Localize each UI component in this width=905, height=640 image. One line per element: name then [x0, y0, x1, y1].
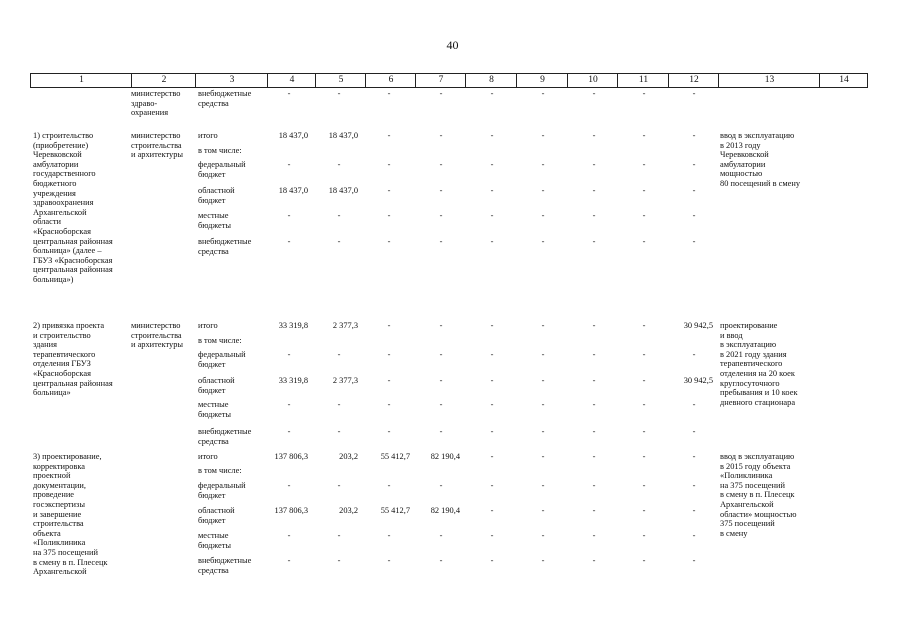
measure-name: центральная районная: [33, 378, 113, 388]
measure-name: в смену в п. Плесецк: [33, 557, 108, 567]
measure-name: «Поликлиника: [33, 538, 86, 548]
funding-source: внебюджетные: [198, 427, 252, 436]
expected-result: и ввод: [720, 330, 743, 340]
empty-value-dash: -: [287, 481, 291, 490]
measure-name: документации,: [33, 480, 86, 490]
measure-name: больница»): [33, 275, 74, 284]
amount-cell: 18 437,0: [328, 131, 358, 140]
empty-value-dash: -: [541, 160, 545, 169]
empty-value-dash: -: [692, 506, 696, 515]
expected-result: в смену: [720, 528, 748, 538]
empty-value-dash: -: [337, 556, 341, 565]
empty-value-dash: -: [541, 556, 545, 565]
funding-source: местные: [198, 400, 229, 409]
amount-cell: 2 377,3: [332, 376, 358, 385]
expected-result: пребывания и 10 коек: [720, 388, 798, 398]
empty-value-dash: -: [287, 350, 291, 359]
funding-source: внебюджетные: [198, 556, 252, 565]
measure-name: «Красноборская: [33, 227, 91, 236]
empty-value-dash: -: [490, 376, 494, 385]
funding-source: местные: [198, 531, 229, 540]
empty-value-dash: -: [387, 400, 391, 409]
empty-value-dash: -: [337, 237, 341, 246]
header-col-4: 4: [267, 74, 316, 87]
funding-source: федеральный: [198, 160, 246, 169]
measure-name: Черевковской: [33, 150, 82, 160]
amount-cell: 55 412,7: [380, 452, 410, 461]
header-col-7: 7: [415, 74, 466, 87]
empty-value-dash: -: [592, 160, 596, 169]
funding-source: итого: [198, 452, 218, 461]
empty-value-dash: -: [439, 400, 443, 409]
empty-value-dash: -: [692, 211, 696, 220]
measure-name: центральная районная: [33, 265, 113, 275]
expected-result: области» мощностью: [720, 509, 797, 519]
measure-name: проектной: [33, 471, 71, 481]
empty-value-dash: -: [541, 321, 545, 330]
header-col-12: 12: [668, 74, 719, 87]
empty-value-dash: -: [387, 556, 391, 565]
empty-value-dash: -: [692, 89, 696, 98]
empty-value-dash: -: [287, 556, 291, 565]
empty-value-dash: -: [592, 452, 596, 461]
empty-value-dash: -: [439, 376, 443, 385]
funding-source: бюджет: [198, 359, 226, 369]
expected-result: в смену в п. Плесецк: [720, 490, 795, 500]
expected-result: 375 посещений: [720, 519, 775, 529]
empty-value-dash: -: [692, 481, 696, 490]
empty-value-dash: -: [439, 89, 443, 98]
measure-name: на 375 посещений: [33, 548, 98, 557]
empty-value-dash: -: [642, 321, 646, 330]
empty-value-dash: -: [642, 186, 646, 195]
empty-value-dash: -: [439, 237, 443, 246]
empty-value-dash: -: [692, 400, 696, 409]
measure-name: бюджетного: [33, 179, 77, 188]
measure-name: Архангельской: [33, 207, 87, 217]
empty-value-dash: -: [642, 556, 646, 565]
measure-name: 2) привязка проекта: [33, 321, 105, 330]
empty-value-dash: -: [541, 427, 545, 436]
amount-cell: 203,2: [339, 452, 358, 461]
measure-name: 3) проектирование,: [33, 452, 102, 461]
empty-value-dash: -: [642, 400, 646, 409]
empty-value-dash: -: [337, 350, 341, 359]
empty-value-dash: -: [692, 237, 696, 246]
measure-name: и строительство: [33, 330, 91, 340]
empty-value-dash: -: [692, 350, 696, 359]
amount-cell: 2 377,3: [332, 321, 358, 330]
measure-name: здравоохранения: [33, 198, 94, 208]
expected-result: отделения на 20 коек: [720, 369, 795, 378]
expected-result: ввод в эксплуатацию: [720, 131, 795, 140]
empty-value-dash: -: [541, 400, 545, 409]
empty-value-dash: -: [642, 531, 646, 540]
page-number: 40: [446, 38, 459, 52]
funding-source: областной: [198, 376, 235, 385]
empty-value-dash: -: [642, 427, 646, 436]
empty-value-dash: -: [337, 481, 341, 490]
executor-name: и архитектуры: [131, 150, 184, 160]
funding-source: внебюджетные: [198, 237, 252, 246]
measure-name: отделения ГБУЗ: [33, 359, 91, 369]
empty-value-dash: -: [541, 131, 545, 140]
measure-name: госэкспертизы: [33, 500, 85, 509]
empty-value-dash: -: [541, 481, 545, 490]
empty-value-dash: -: [592, 506, 596, 515]
empty-value-dash: -: [642, 89, 646, 98]
empty-value-dash: -: [387, 321, 391, 330]
empty-value-dash: -: [439, 556, 443, 565]
funding-source: бюджеты: [198, 409, 232, 419]
empty-value-dash: -: [387, 211, 391, 220]
measure-name: объекта: [33, 528, 61, 538]
empty-value-dash: -: [387, 376, 391, 385]
empty-value-dash: -: [642, 131, 646, 140]
expected-result: Архангельской: [720, 500, 774, 509]
empty-value-dash: -: [337, 160, 341, 169]
funding-source: итого: [198, 321, 218, 330]
expected-result: проектирование: [720, 321, 778, 330]
empty-value-dash: -: [692, 131, 696, 140]
header-col-9: 9: [516, 74, 568, 87]
empty-value-dash: -: [439, 321, 443, 330]
empty-value-dash: -: [337, 427, 341, 436]
executor-name: строительства: [131, 140, 182, 150]
expected-result: мощностью: [720, 169, 763, 179]
funding-source: бюджет: [198, 169, 226, 179]
header-col-13: 13: [718, 74, 820, 87]
measure-name: ГБУЗ «Красноборская: [33, 255, 113, 265]
funding-source: федеральный: [198, 350, 246, 359]
empty-value-dash: -: [592, 237, 596, 246]
measure-name: «Красноборская: [33, 369, 91, 378]
expected-result: в эксплуатацию: [720, 340, 777, 350]
empty-value-dash: -: [387, 427, 391, 436]
empty-value-dash: -: [490, 481, 494, 490]
empty-value-dash: -: [642, 160, 646, 169]
empty-value-dash: -: [592, 321, 596, 330]
empty-value-dash: -: [387, 89, 391, 98]
empty-value-dash: -: [387, 160, 391, 169]
executor-name: здраво-: [131, 98, 158, 108]
measure-name: терапевтического: [33, 349, 96, 359]
funding-source: средства: [198, 246, 229, 256]
empty-value-dash: -: [592, 556, 596, 565]
empty-value-dash: -: [490, 237, 494, 246]
empty-value-dash: -: [592, 427, 596, 436]
empty-value-dash: -: [287, 211, 291, 220]
expected-result: ввод в эксплуатацию: [720, 452, 795, 461]
empty-value-dash: -: [592, 211, 596, 220]
empty-value-dash: -: [387, 350, 391, 359]
header-col-5: 5: [315, 74, 366, 87]
empty-value-dash: -: [642, 350, 646, 359]
header-col-11: 11: [617, 74, 669, 87]
funding-source: средства: [198, 98, 229, 108]
empty-value-dash: -: [541, 376, 545, 385]
funding-source: итого: [198, 131, 218, 140]
funding-source: областной: [198, 186, 235, 195]
amount-cell: 82 190,4: [430, 506, 460, 515]
measure-name: больница» (далее –: [33, 246, 102, 256]
empty-value-dash: -: [387, 237, 391, 246]
measure-name: строительства: [33, 519, 84, 529]
empty-value-dash: -: [439, 531, 443, 540]
empty-value-dash: -: [337, 400, 341, 409]
empty-value-dash: -: [692, 186, 696, 195]
measure-name: центральная районная: [33, 236, 113, 246]
funding-source: бюджет: [198, 490, 226, 500]
empty-value-dash: -: [490, 556, 494, 565]
measure-name: Архангельской: [33, 567, 87, 577]
empty-value-dash: -: [490, 160, 494, 169]
executor-name: министерство: [131, 321, 181, 330]
amount-cell: 33 319,8: [278, 321, 308, 330]
amount-cell: 33 319,8: [278, 376, 308, 385]
empty-value-dash: -: [387, 531, 391, 540]
funding-source: бюджет: [198, 515, 226, 525]
empty-value-dash: -: [490, 131, 494, 140]
funding-source: внебюджетные: [198, 89, 252, 98]
empty-value-dash: -: [490, 427, 494, 436]
empty-value-dash: -: [541, 350, 545, 359]
empty-value-dash: -: [387, 481, 391, 490]
empty-value-dash: -: [287, 531, 291, 540]
empty-value-dash: -: [642, 452, 646, 461]
amount-cell: 55 412,7: [380, 506, 410, 515]
funding-source: бюджет: [198, 195, 226, 205]
header-col-6: 6: [365, 74, 416, 87]
expected-result: в 2015 году объекта: [720, 461, 791, 471]
empty-value-dash: -: [692, 452, 696, 461]
empty-value-dash: -: [692, 531, 696, 540]
measure-name: 1) строительство: [33, 131, 94, 140]
empty-value-dash: -: [592, 400, 596, 409]
amount-cell: 137 806,3: [274, 506, 308, 515]
measure-name: проведение: [33, 490, 75, 500]
empty-value-dash: -: [642, 481, 646, 490]
expected-result: в 2013 году: [720, 140, 761, 150]
empty-value-dash: -: [541, 506, 545, 515]
amount-cell: 203,2: [339, 506, 358, 515]
funding-source: в том числе:: [198, 466, 242, 475]
empty-value-dash: -: [490, 211, 494, 220]
header-col-8: 8: [465, 74, 517, 87]
amount-cell: 18 437,0: [278, 131, 308, 140]
executor-name: и архитектуры: [131, 340, 184, 350]
executor-name: охранения: [131, 108, 169, 118]
executor-name: строительства: [131, 330, 182, 340]
empty-value-dash: -: [337, 531, 341, 540]
executor-name: министерство: [131, 131, 181, 140]
measure-name: учреждения: [33, 188, 76, 198]
amount-cell: 18 437,0: [278, 186, 308, 195]
executor-name: министерство: [131, 89, 181, 98]
empty-value-dash: -: [287, 89, 291, 98]
empty-value-dash: -: [592, 89, 596, 98]
amount-cell: 137 806,3: [274, 452, 308, 461]
funding-source: федеральный: [198, 481, 246, 490]
funding-source: областной: [198, 506, 235, 515]
measure-name: (приобретение): [33, 140, 89, 150]
empty-value-dash: -: [592, 350, 596, 359]
funding-source: бюджет: [198, 385, 226, 395]
measure-name: амбулатории: [33, 159, 79, 169]
header-col-2: 2: [131, 74, 196, 87]
empty-value-dash: -: [490, 531, 494, 540]
empty-value-dash: -: [642, 237, 646, 246]
measure-name: больница»: [33, 388, 71, 398]
empty-value-dash: -: [490, 506, 494, 515]
expected-result: Черевковской: [720, 150, 769, 160]
amount-cell: 30 942,5: [683, 321, 713, 330]
funding-source: средства: [198, 565, 229, 575]
measure-name: корректировка: [33, 461, 86, 471]
expected-result: амбулатории: [720, 159, 766, 169]
measure-name: области: [33, 217, 61, 227]
funding-source: бюджеты: [198, 220, 232, 230]
measure-name: и завершение: [33, 509, 82, 519]
empty-value-dash: -: [692, 556, 696, 565]
header-col-14: 14: [819, 74, 868, 87]
header-col-1: 1: [30, 74, 132, 87]
funding-source: в том числе:: [198, 336, 242, 345]
empty-value-dash: -: [642, 376, 646, 385]
header-col-10: 10: [567, 74, 618, 87]
empty-value-dash: -: [490, 350, 494, 359]
amount-cell: 82 190,4: [430, 452, 460, 461]
empty-value-dash: -: [541, 452, 545, 461]
expected-result: в 2021 году здания: [720, 349, 787, 359]
empty-value-dash: -: [387, 131, 391, 140]
funding-source: в том числе:: [198, 146, 242, 155]
empty-value-dash: -: [541, 186, 545, 195]
empty-value-dash: -: [337, 89, 341, 98]
expected-result: «Поликлиника: [720, 471, 773, 481]
empty-value-dash: -: [541, 211, 545, 220]
empty-value-dash: -: [439, 350, 443, 359]
empty-value-dash: -: [287, 160, 291, 169]
funding-source: бюджеты: [198, 540, 232, 550]
amount-cell: 30 942,5: [683, 376, 713, 385]
empty-value-dash: -: [541, 89, 545, 98]
empty-value-dash: -: [387, 186, 391, 195]
empty-value-dash: -: [439, 186, 443, 195]
empty-value-dash: -: [642, 506, 646, 515]
funding-source: средства: [198, 436, 229, 446]
empty-value-dash: -: [490, 400, 494, 409]
empty-value-dash: -: [439, 211, 443, 220]
empty-value-dash: -: [337, 211, 341, 220]
empty-value-dash: -: [592, 481, 596, 490]
amount-cell: 18 437,0: [328, 186, 358, 195]
empty-value-dash: -: [642, 211, 646, 220]
empty-value-dash: -: [287, 427, 291, 436]
empty-value-dash: -: [287, 400, 291, 409]
table-header: [30, 73, 868, 88]
expected-result: дневного стационара: [720, 397, 796, 407]
empty-value-dash: -: [592, 531, 596, 540]
empty-value-dash: -: [490, 321, 494, 330]
empty-value-dash: -: [592, 131, 596, 140]
funding-source: местные: [198, 211, 229, 220]
expected-result: круглосуточного: [720, 378, 780, 388]
expected-result: терапевтического: [720, 359, 783, 369]
expected-result: 80 посещений в смену: [720, 179, 801, 188]
empty-value-dash: -: [541, 237, 545, 246]
empty-value-dash: -: [287, 237, 291, 246]
empty-value-dash: -: [692, 160, 696, 169]
empty-value-dash: -: [490, 452, 494, 461]
empty-value-dash: -: [439, 481, 443, 490]
measure-name: государственного: [33, 169, 96, 179]
empty-value-dash: -: [592, 186, 596, 195]
measure-name: здания: [33, 340, 57, 350]
empty-value-dash: -: [490, 89, 494, 98]
empty-value-dash: -: [692, 427, 696, 436]
expected-result: на 375 посещений: [720, 480, 785, 490]
empty-value-dash: -: [592, 376, 596, 385]
empty-value-dash: -: [439, 160, 443, 169]
empty-value-dash: -: [541, 531, 545, 540]
header-col-3: 3: [195, 74, 268, 87]
empty-value-dash: -: [490, 186, 494, 195]
empty-value-dash: -: [439, 427, 443, 436]
empty-value-dash: -: [439, 131, 443, 140]
